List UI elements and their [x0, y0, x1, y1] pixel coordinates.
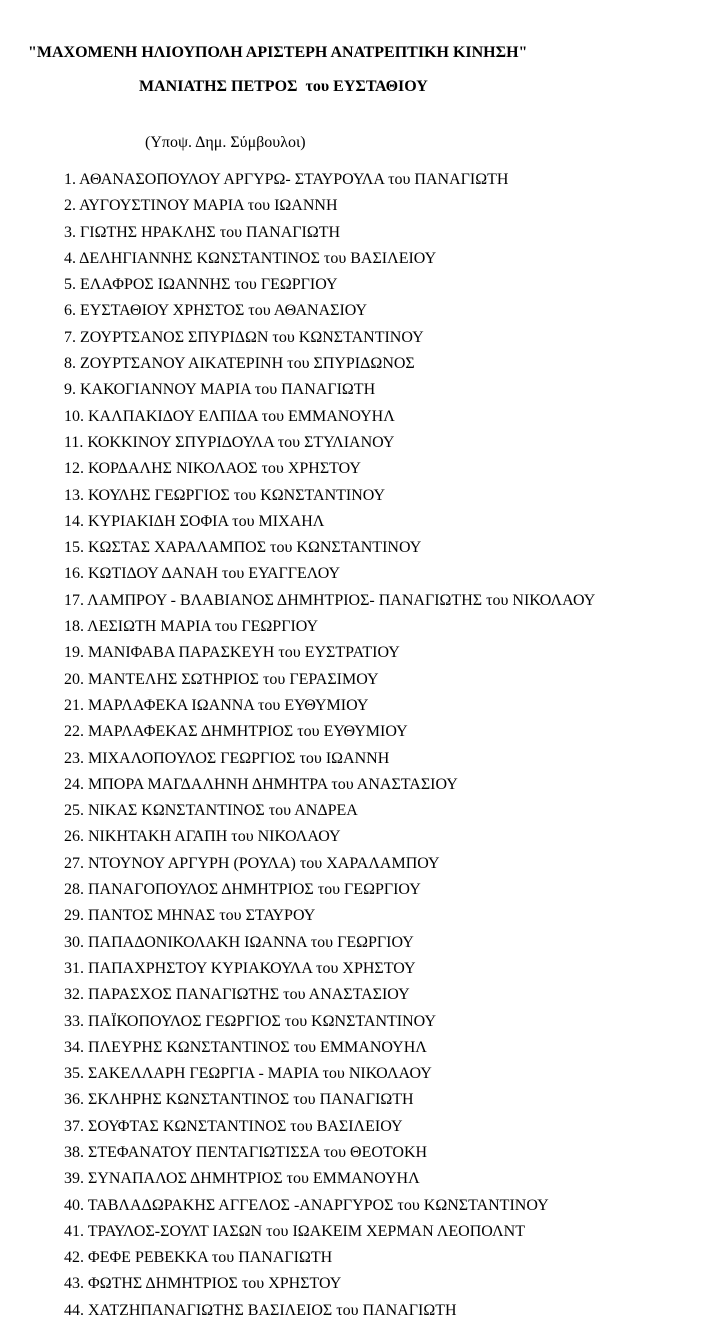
list-item: 30. ΠΑΠΑΔΟΝΙΚΟΛΑΚΗ ΙΩΑΝΝΑ του ΓΕΩΡΓΙΟΥ	[64, 933, 414, 951]
list-item: 20. ΜΑΝΤΕΛΗΣ ΣΩΤΗΡΙΟΣ του ΓΕΡΑΣΙΜΟΥ	[64, 670, 379, 688]
list-item: 18. ΛΕΣΙΩΤΗ ΜΑΡΙΑ του ΓΕΩΡΓΙΟΥ	[64, 618, 319, 636]
list-leader: ΜΑΝΙΑΤΗΣ ΠΕΤΡΟΣ του ΕΥΣΤΑΘΙΟΥ	[139, 78, 428, 95]
list-item: 41. ΤΡΑΥΛΟΣ-ΣΟΥΛΤ ΙΑΣΩΝ του ΙΩΑΚΕΙΜ ΧΕΡΜΑΝ ΛΕΟΠΟΛΝΤ	[64, 1222, 525, 1240]
list-item: 39. ΣΥΝΑΠΑΛΟΣ ΔΗΜΗΤΡΙΟΣ του ΕΜΜΑΝΟΥΗΛ	[64, 1170, 420, 1188]
list-item: 26. ΝΙΚΗΤΑΚΗ ΑΓΑΠΗ του ΝΙΚΟΛΑΟΥ	[64, 828, 341, 846]
list-item: 6. ΕΥΣΤΑΘΙΟΥ ΧΡΗΣΤΟΣ του ΑΘΑΝΑΣΙΟΥ	[64, 302, 368, 320]
document-subtitle: (Υποψ. Δημ. Σύμβουλοι)	[145, 134, 306, 151]
list-item: 11. ΚΟΚΚΙΝΟΥ ΣΠΥΡΙΔΟΥΛΑ του ΣΤΥΛΙΑΝΟΥ	[64, 433, 395, 451]
list-item: 7. ΖΟΥΡΤΣΑΝΟΣ ΣΠΥΡΙΔΩΝ του ΚΩΝΣΤΑΝΤΙΝΟΥ	[64, 328, 424, 346]
list-item: 33. ΠΑΪΚΟΠΟΥΛΟΣ ΓΕΩΡΓΙΟΣ του ΚΩΝΣΤΑΝΤΙΝΟΥ	[64, 1012, 436, 1030]
list-item: 13. ΚΟΥΛΗΣ ΓΕΩΡΓΙΟΣ του ΚΩΝΣΤΑΝΤΙΝΟΥ	[64, 486, 386, 504]
list-item: 40. ΤΑΒΛΑΔΩΡΑΚΗΣ ΑΓΓΕΛΟΣ -ΑΝΑΡΓΥΡΟΣ του ΚΩΝΣΤΑΝΤΙΝΟΥ	[64, 1196, 549, 1214]
list-item: 35. ΣΑΚΕΛΛΑΡΗ ΓΕΩΡΓΙΑ - ΜΑΡΙΑ του ΝΙΚΟΛΑΟΥ	[64, 1065, 432, 1083]
list-item: 5. ΕΛΑΦΡΟΣ ΙΩΑΝΝΗΣ του ΓΕΩΡΓΙΟΥ	[64, 276, 338, 294]
list-item: 31. ΠΑΠΑΧΡΗΣΤΟΥ ΚΥΡΙΑΚΟΥΛΑ του ΧΡΗΣΤΟΥ	[64, 959, 416, 977]
list-item: 9. ΚΑΚΟΓΙΑΝΝΟΥ ΜΑΡΙΑ του ΠΑΝΑΓΙΩΤΗ	[64, 381, 376, 399]
list-item: 32. ΠΑΡΑΣΧΟΣ ΠΑΝΑΓΙΩΤΗΣ του ΑΝΑΣΤΑΣΙΟΥ	[64, 986, 410, 1004]
list-item: 21. ΜΑΡΛΑΦΕΚΑ ΙΩΑΝΝΑ του ΕΥΘΥΜΙΟΥ	[64, 696, 369, 714]
list-item: 1. ΑΘΑΝΑΣΟΠΟΥΛΟΥ ΑΡΓΥΡΩ- ΣΤΑΥΡΟΥΛΑ του ΠΑΝΑΓΙΩΤΗ	[64, 171, 509, 188]
list-item: 10. ΚΑΛΠΑΚΙΔΟΥ ΕΛΠΙΔΑ του ΕΜΜΑΝΟΥΗΛ	[64, 407, 395, 425]
list-item: 23. ΜΙΧΑΛΟΠΟΥΛΟΣ ΓΕΩΡΓΙΟΣ του ΙΩΑΝΝΗ	[64, 749, 390, 767]
list-item: 36. ΣΚΛΗΡΗΣ ΚΩΝΣΤΑΝΤΙΝΟΣ του ΠΑΝΑΓΙΩΤΗ	[64, 1091, 414, 1109]
list-item: 12. ΚΟΡΔΑΛΗΣ ΝΙΚΟΛΑΟΣ του ΧΡΗΣΤΟΥ	[64, 460, 361, 478]
list-item: 44. ΧΑΤΖΗΠΑΝΑΓΙΩΤΗΣ ΒΑΣΙΛΕΙΟΣ του ΠΑΝΑΓΙΩΤΗ	[64, 1301, 457, 1319]
list-item: 8. ΖΟΥΡΤΣΑΝΟΥ ΑΙΚΑΤΕΡΙΝΗ του ΣΠΥΡΙΔΩΝΟΣ	[64, 355, 415, 373]
list-item: 29. ΠΑΝΤΟΣ ΜΗΝΑΣ του ΣΤΑΥΡΟΥ	[64, 907, 316, 925]
list-item: 22. ΜΑΡΛΑΦΕΚΑΣ ΔΗΜΗΤΡΙΟΣ του ΕΥΘΥΜΙΟΥ	[64, 723, 408, 741]
list-item: 14. ΚΥΡΙΑΚΙΔΗ ΣΟΦΙΑ του ΜΙΧΑΗΛ	[64, 512, 325, 530]
list-item: 25. ΝΙΚΑΣ ΚΩΝΣΤΑΝΤΙΝΟΣ του ΑΝΔΡΕΑ	[64, 802, 358, 820]
document-title: "ΜΑΧΟΜΕΝΗ ΗΛΙΟΥΠΟΛΗ ΑΡΙΣΤΕΡΗ ΑΝΑΤΡΕΠΤΙΚΗ ΚΙΝΗΣΗ"	[28, 44, 528, 61]
list-item: 28. ΠΑΝΑΓΟΠΟΥΛΟΣ ΔΗΜΗΤΡΙΟΣ του ΓΕΩΡΓΙΟΥ	[64, 881, 421, 899]
list-item: 17. ΛΑΜΠΡΟΥ - ΒΛΑΒΙΑΝΟΣ ΔΗΜΗΤΡΙΟΣ- ΠΑΝΑΓΙΩΤΗΣ του ΝΙΚΟΛΑΟΥ	[64, 591, 596, 609]
list-item: 37. ΣΟΥΦΤΑΣ ΚΩΝΣΤΑΝΤΙΝΟΣ του ΒΑΣΙΛΕΙΟΥ	[64, 1117, 403, 1135]
list-item: 34. ΠΛΕΥΡΗΣ ΚΩΝΣΤΑΝΤΙΝΟΣ του ΕΜΜΑΝΟΥΗΛ	[64, 1038, 427, 1056]
list-item: 15. ΚΩΣΤΑΣ ΧΑΡΑΛΑΜΠΟΣ του ΚΩΝΣΤΑΝΤΙΝΟΥ	[64, 539, 422, 557]
list-item: 24. ΜΠΟΡΑ ΜΑΓΔΑΛΗΝΗ ΔΗΜΗΤΡΑ του ΑΝΑΣΤΑΣΙΟΥ	[64, 775, 458, 793]
list-item: 4. ΔΕΛΗΓΙΑΝΝΗΣ ΚΩΝΣΤΑΝΤΙΝΟΣ του ΒΑΣΙΛΕΙΟΥ	[64, 249, 437, 267]
candidate-list	[64, 167, 595, 1324]
list-item: 42. ΦΕΦΕ ΡΕΒΕΚΚΑ του ΠΑΝΑΓΙΩΤΗ	[64, 1249, 333, 1267]
list-item: 2. ΑΥΓΟΥΣΤΙΝΟΥ ΜΑΡΙΑ του ΙΩΑΝΝΗ	[64, 197, 338, 215]
list-item: 3. ΓΙΩΤΗΣ ΗΡΑΚΛΗΣ του ΠΑΝΑΓΙΩΤΗ	[64, 223, 341, 241]
list-item: 27. ΝΤΟΥΝΟΥ ΑΡΓΥΡΗ (ΡΟΥΛΑ) του ΧΑΡΑΛΑΜΠΟΥ	[64, 854, 440, 872]
list-item: 19. ΜΑΝΙΦΑΒΑ ΠΑΡΑΣΚΕΥΗ του ΕΥΣΤΡΑΤΙΟΥ	[64, 644, 400, 662]
list-item: 16. ΚΩΤΙΔΟΥ ΔΑΝΑΗ του ΕΥΑΓΓΕΛΟΥ	[64, 565, 341, 583]
list-item: 43. ΦΩΤΗΣ ΔΗΜΗΤΡΙΟΣ του ΧΡΗΣΤΟΥ	[64, 1275, 342, 1293]
list-item: 38. ΣΤΕΦΑΝΑΤΟΥ ΠΕΝΤΑΓΙΩΤΙΣΣΑ του ΘΕΟΤΟΚΗ	[64, 1143, 428, 1161]
